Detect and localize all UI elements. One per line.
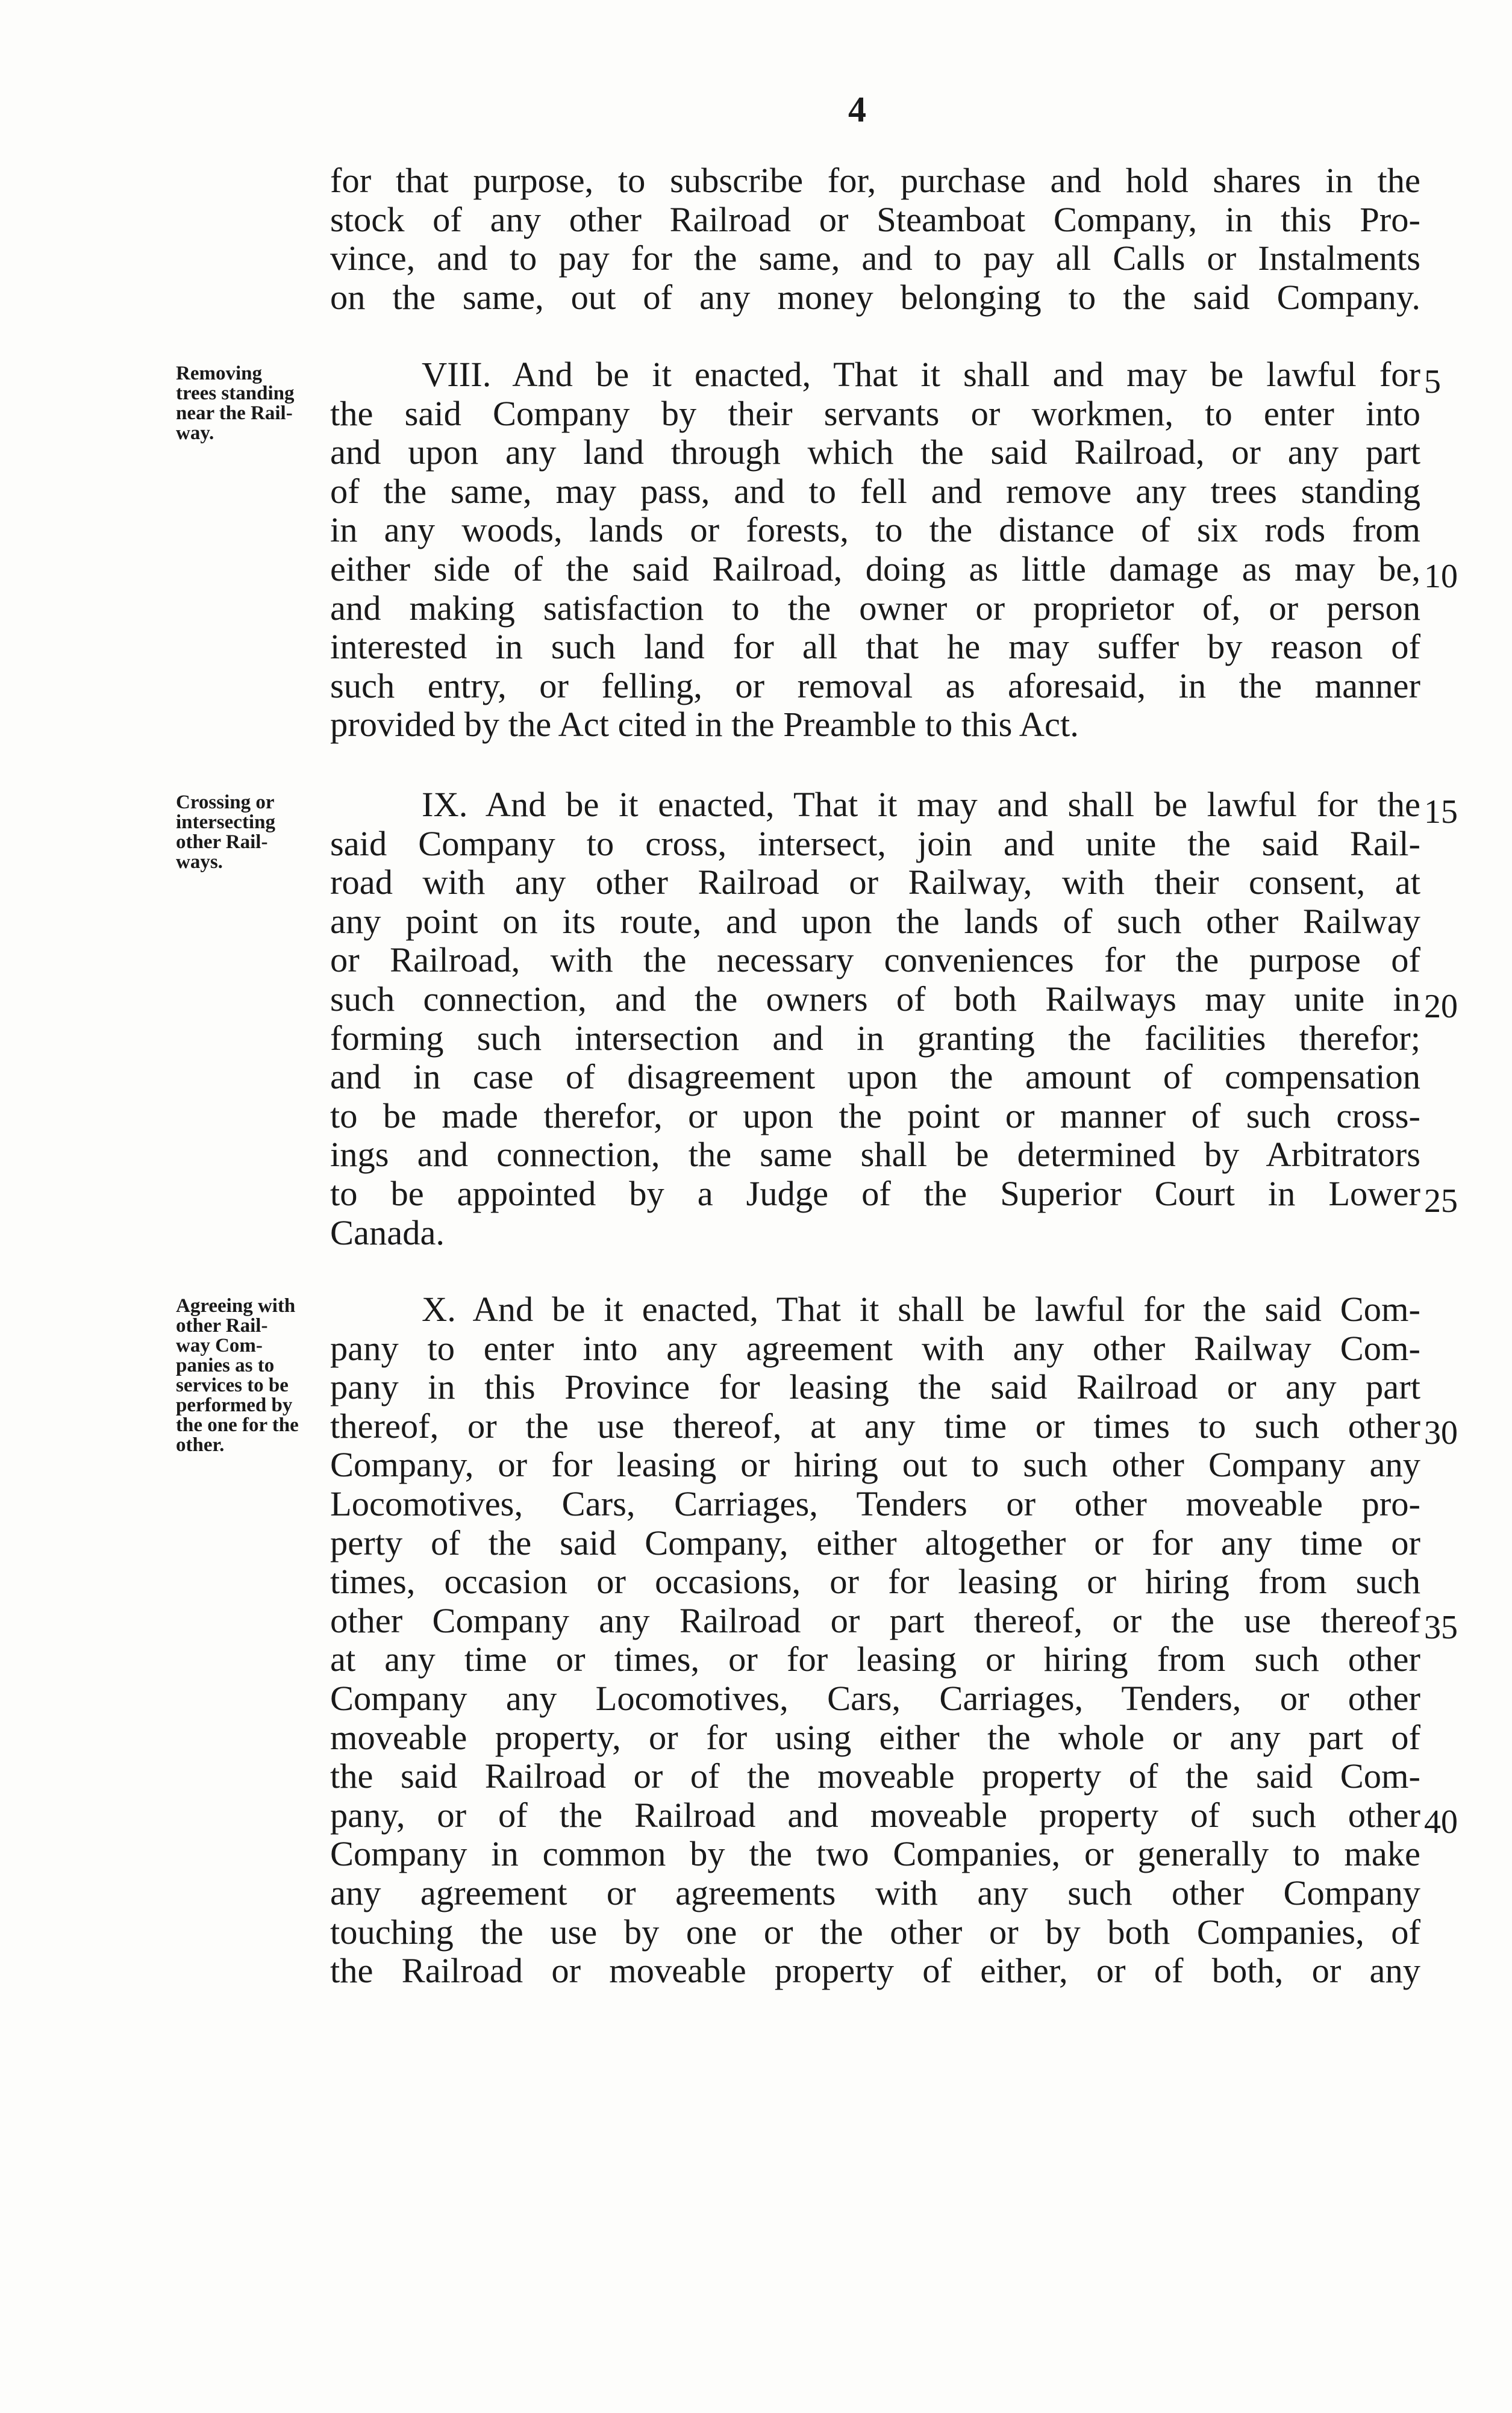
text-line: Canada. (330, 1213, 445, 1252)
margin-note-crossing (176, 793, 320, 872)
margin-note-line: ways. (176, 851, 223, 873)
text-line: pany to enter into any agreement with any other Railway Com- (330, 1328, 1420, 1368)
line-number: 5 (1424, 363, 1441, 401)
text-line: such connection, and the owners of both Railways may unite in (330, 979, 1420, 1019)
text-line: moveable property, or for using either the whole or any part of (330, 1717, 1420, 1757)
text-line: and in case of disagreement upon the amount of compensation (330, 1057, 1420, 1097)
text-line: the Railroad or moveable property of either, or of both, or any (330, 1951, 1420, 1991)
text-line (330, 355, 1420, 395)
section-viii (330, 355, 1420, 745)
margin-note-line: way Com- (176, 1335, 263, 1356)
text-line: forming such intersection and in granting the facilities therefor; (330, 1018, 1420, 1058)
margin-note-line: Agreeing with (176, 1295, 296, 1317)
margin-note-line: trees standing (176, 382, 295, 404)
margin-note-line: other Rail- (176, 1315, 268, 1337)
margin-note-agreeing (176, 1296, 320, 1455)
text-line: and making satisfaction to the owner or proprietor of, or person (330, 588, 1420, 628)
text-line: interested in such land for all that he may suffer by reason of (330, 627, 1420, 667)
section-number: X. (422, 1290, 456, 1329)
line-number: 10 (1424, 558, 1458, 595)
text-line: vince, and to pay for the same, and to pay all Calls or Instalments (330, 239, 1420, 278)
text-line: on the same, out of any money belonging to the said Company. (330, 277, 1420, 317)
margin-note-line: services to be (176, 1375, 289, 1396)
text-line: ings and connection, the same shall be determined by Arbitrators (330, 1135, 1420, 1175)
text-line: the said Company by their servants or workmen, to enter into (330, 393, 1420, 433)
text-line-content: And be it enacted, That it may and shall be lawful for the (485, 785, 1421, 824)
text-line-content: And be it enacted, That it shall and may be lawful for (512, 355, 1420, 394)
section-number: IX. (422, 785, 468, 824)
text-line: Company, or for leasing or hiring out to such other Company any (330, 1445, 1420, 1485)
text-line (330, 785, 1420, 825)
text-line: for that purpose, to subscribe for, purchase and hold shares in the (330, 161, 1420, 200)
text-line: or Railroad, with the necessary conveniences for the purpose of (330, 940, 1420, 980)
text-line: Company in common by the two Companies, or generally to make (330, 1834, 1420, 1874)
text-line: perty of the said Company, either altogether or for any time or (330, 1523, 1420, 1562)
text-line: any point on its route, and upon the lands of such other Railway (330, 901, 1420, 941)
page-number: 4 (848, 90, 866, 130)
text-line: other Company any Railroad or part thereof, or the use thereof (330, 1600, 1420, 1640)
margin-note-line: Removing (176, 363, 262, 384)
text-line: to be appointed by a Judge of the Superior Court in Lower (330, 1173, 1420, 1213)
text-line: in any woods, lands or forests, to the distance of six rods from (330, 510, 1420, 550)
line-number: 30 (1424, 1414, 1458, 1452)
text-line: thereof, or the use thereof, at any time or times to such other (330, 1406, 1420, 1446)
text-line: Locomotives, Cars, Carriages, Tenders or other moveable pro- (330, 1484, 1420, 1523)
text-line: the said Railroad or of the moveable property of the said Com- (330, 1756, 1420, 1796)
text-line: times, occasion or occasions, or for leasing or hiring from such (330, 1562, 1420, 1602)
margin-note-line: other. (176, 1434, 225, 1456)
line-number: 40 (1424, 1803, 1458, 1841)
text-line: Company any Locomotives, Cars, Carriages, Tenders, or other (330, 1678, 1420, 1718)
margin-note-line: Crossing or (176, 791, 275, 813)
section-ix (330, 785, 1420, 1252)
text-line: such entry, or felling, or removal as aforesaid, in the manner (330, 666, 1420, 705)
margin-note-line: the one for the (176, 1414, 299, 1436)
margin-note-line: performed by (176, 1394, 293, 1416)
margin-note-line: near the Rail- (176, 402, 293, 424)
line-number: 25 (1424, 1182, 1458, 1220)
margin-note-line: intersecting (176, 811, 275, 833)
section-x (330, 1290, 1420, 1991)
text-line: said Company to cross, intersect, join and unite the said Rail- (330, 823, 1420, 863)
margin-note-line: panies as to (176, 1355, 275, 1376)
text-line: at any time or times, or for leasing or hiring from such other (330, 1640, 1420, 1679)
text-line: to be made therefor, or upon the point or manner of such cross- (330, 1096, 1420, 1135)
text-line: touching the use by one or the other or by both Companies, of (330, 1912, 1420, 1952)
paragraph-continuation (330, 161, 1420, 317)
line-number: 20 (1424, 988, 1458, 1025)
margin-note-line: other Rail- (176, 831, 268, 853)
text-line: pany, or of the Railroad and moveable property of such other (330, 1795, 1420, 1835)
text-line: and upon any land through which the said Railroad, or any part (330, 432, 1420, 472)
text-line: either side of the said Railroad, doing as little damage as may be, (330, 549, 1420, 588)
text-line: of the same, may pass, and to fell and remove any trees standing (330, 471, 1420, 511)
margin-note-line: way. (176, 422, 214, 444)
text-line (330, 1290, 1420, 1329)
section-number: VIII. (422, 355, 492, 394)
text-line: provided by the Act cited in the Preamble to this Act. (330, 705, 1079, 745)
text-line: road with any other Railroad or Railway, with their consent, at (330, 863, 1420, 902)
text-line: any agreement or agreements with any such other Company (330, 1873, 1420, 1912)
text-line-content: And be it enacted, That it shall be lawful for the said Com- (472, 1290, 1420, 1329)
text-line: pany in this Province for leasing the said Railroad or any part (330, 1367, 1420, 1407)
line-number: 35 (1424, 1609, 1458, 1646)
line-number: 15 (1424, 793, 1458, 831)
text-line: stock of any other Railroad or Steamboat Company, in this Pro- (330, 199, 1420, 239)
margin-note-removing-trees (176, 364, 320, 443)
